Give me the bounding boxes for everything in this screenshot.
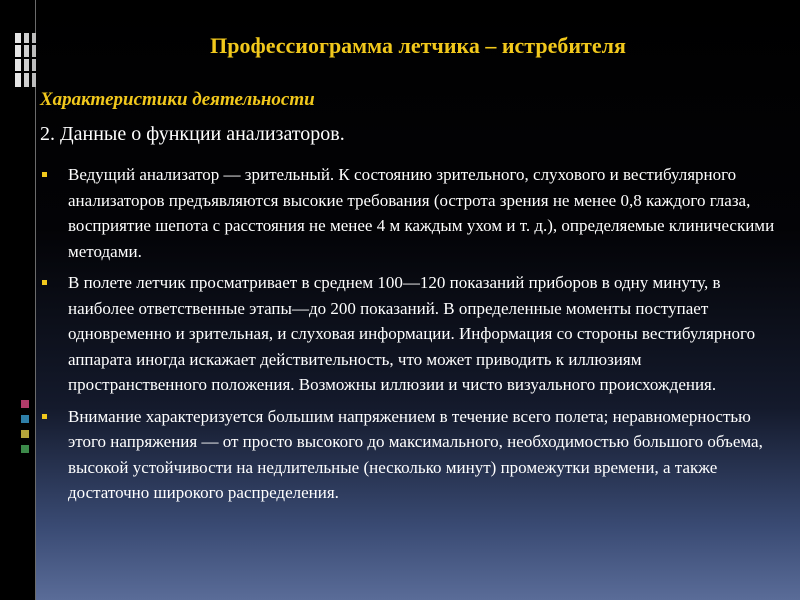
left-decorative-bar <box>0 0 36 600</box>
square-bullet-icon <box>42 172 47 177</box>
bullet-text: В полете летчик просматривает в среднем 100—120 показаний приборов в одну минуту, в наиболее ответственные этапы—до 200 показаний. В определенные моменты поступает одновременно и зрительная, и слуховая информации. Информация со стороны вестибулярного аппарата иногда искажает действительность, что может приводить к иллюзиям пространственного положения. Возможны иллюзии и чисто визуального происхождения. <box>68 273 756 394</box>
vertical-divider <box>35 0 36 600</box>
square-bullet-icon <box>42 414 47 419</box>
bullet-item <box>40 404 780 506</box>
decorative-stripes-top <box>15 33 36 87</box>
slide-subtitle: Характеристики деятельности <box>40 89 315 110</box>
square-bullet-icon <box>42 280 47 285</box>
bullet-text: Ведущий анализатор — зрительный. К состоянию зрительного, слухового и вестибулярного анализаторов предъявляются высокие требования (острота зрения не менее 0,8 каждого глаза, восприятие шепота с расстояния не менее 4 м каждым ухом и т. д.), определяемые клиническими методами. <box>68 165 775 261</box>
bullet-text: Внимание характеризуется большим напряжением в течение всего полета; неравномерностью этого напряжения — от просто высокого до максимального, необходимостью большого объема, высокой устойчивости на недлительные (несколько минут) промежутки времени, а также достаточно широкого распределения. <box>68 406 763 502</box>
bullet-list <box>40 162 780 512</box>
decorative-squares-bottom <box>21 400 30 454</box>
slide-title: Профессиограмма летчика – истребителя <box>210 33 626 58</box>
bullet-item <box>40 270 780 398</box>
section-heading: 2. Данные о функции анализаторов. <box>40 123 345 145</box>
bullet-item <box>40 162 780 264</box>
